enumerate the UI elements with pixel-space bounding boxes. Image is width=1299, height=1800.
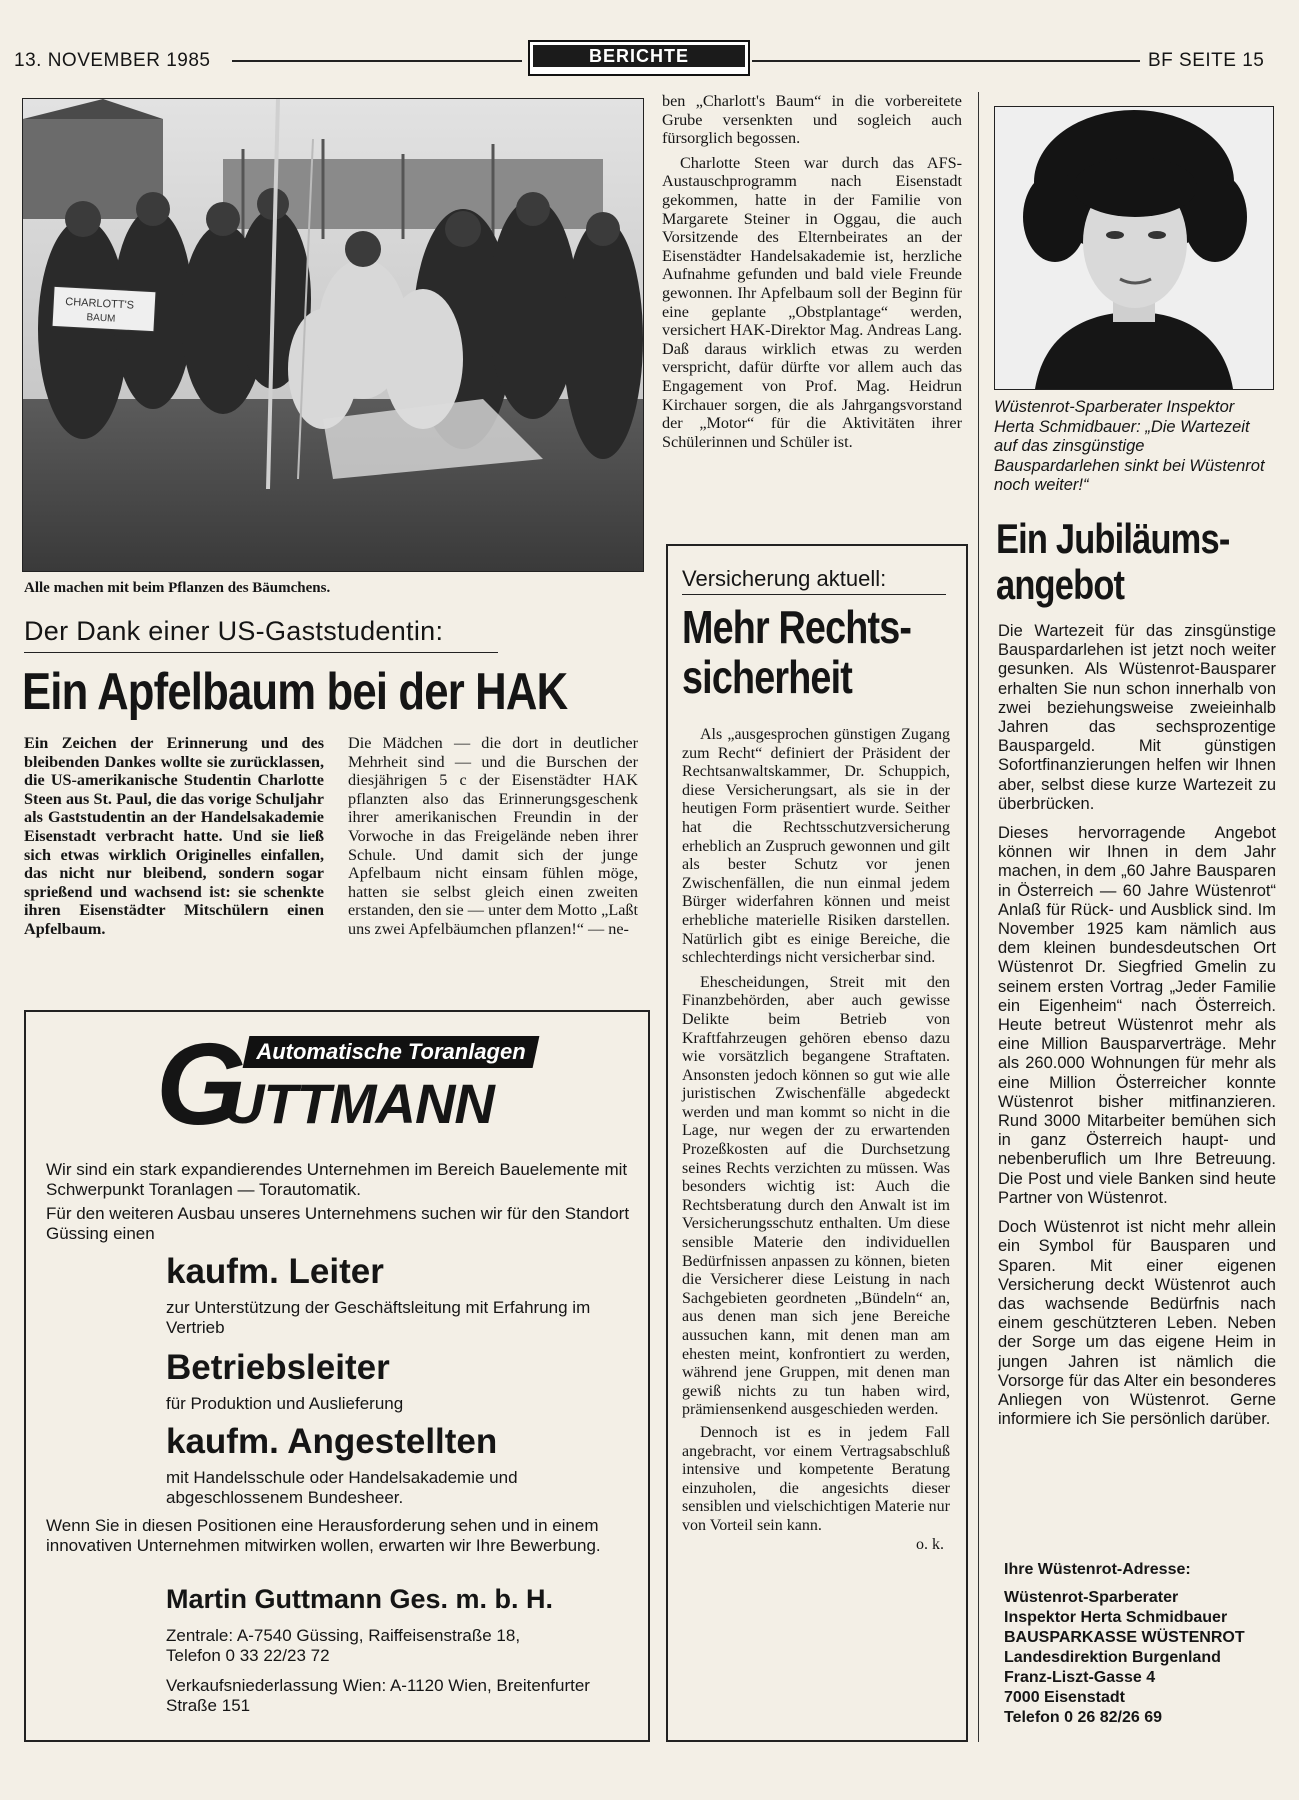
header-rule-right [752, 60, 1140, 62]
guttmann-logo-rest: UTTMANN [224, 1072, 494, 1135]
article1-kicker-rule [24, 652, 498, 653]
article3-p2: Dieses hervorragende Angebot können wir Ihnen in dem Jahr machen, in dem „60 Jahre Bausparen in Österreich — 60 Jahre Wüstenrot“ Anlaß für Rück- und Ausblick sind. Im November 1925 kam nämlich aus dem kleinen bundesdeutschen Ort Wüstenrot Dr. Siegfried Gmelin zu seinem ersten Vortrag „Jeder Familie ein Eigenheim“ nach Österreich. Heute betreut Wüstenrot mehr als eine Million Bausparverträge. Mehr als 260.000 Wohnungen für mehr als eine Million Österreicher konnte Wüstenrot bisher mitfinanzieren. Rund 3000 Mitarbeiter bemühen sich in ganz Österreich haupt- und nebenberuflich um Ihre Betreuung. Die Post und viele Banken sind heute Partner von Wüstenrot. [998, 824, 1276, 1207]
article2-p3: Dennoch ist es in jedem Fall angebracht, vor einem Vertragsabschluß intensive und kompetente Beratung einzuholen, die angesichts dieser sensiblen und vielschichtigen Materie nur von Vorteil sein kann. [682, 1423, 950, 1534]
ad-job2-title: Betriebsleiter [166, 1348, 390, 1387]
section-label [528, 40, 750, 76]
article2-signature: o. k. [916, 1535, 944, 1553]
address-line-city: 7000 Eisenstadt [1004, 1689, 1125, 1706]
column-divider [978, 92, 979, 1742]
article3-body [998, 622, 1276, 1439]
article2-kicker-rule [682, 594, 946, 595]
page-number: BF SEITE 15 [1148, 50, 1265, 71]
article1-col2-text: Die Mädchen — die dort in deutlicher Mehrheit sind — und die Burschen der diesjährigen 5 c der Eisenstädter HAK pflanzten also das Erinnerungsgeschenk ihrer amerikanischen Freundin in der Vorwoche in das Freigelände neben ihrer Schule. Und damit sich der junge Apfelbaum nicht einsam fühlen möge, hatten sie selbst gleich einen zweiten erstanden, den sie — unter dem Motto „Laßt uns zwei Apfelbäumchen pflanzen!“ — ne- [348, 734, 638, 938]
address-line-role: Wüstenrot-Sparberater [1004, 1589, 1179, 1606]
ad-address-vienna: Verkaufsniederlassung Wien: A-1120 Wien, Breitenfurter Straße 151 [166, 1676, 590, 1715]
ad-address-main: Zentrale: A-7540 Güssing, Raiffeisenstraße 18, [166, 1626, 521, 1645]
address-line-street: Franz-Liszt-Gasse 4 [1004, 1669, 1156, 1686]
article2-p1: Als „ausgesprochen günstigen Zugang zum Recht“ definiert der Präsident der Rechtsanwaltskammer, Dr. Schuppich, diese Versicherungsart, als sie in der heutigen Form präsentiert wurde. Seither hat die Rechtsschutzversicherung erheblich an Zuspruch gewonnen und gilt als bester Schutz vor jenen Zwischenfällen, die nun einmal jedem Bürger widerfahren können und meist erhebliche materielle Risiken darstellen. Natürlich gibt es einige Bereiche, die schlechterdings nicht versicherbar sind. [682, 726, 950, 967]
article2-headline-line2: sicherheit [682, 651, 852, 703]
section-label-text: BERICHTE [533, 45, 745, 67]
article3-headline-line1: Ein Jubiläums- [996, 515, 1230, 562]
wustenrot-address-block [1004, 1588, 1245, 1728]
guttmann-ad [24, 1010, 650, 1742]
photo-caption: Alle machen mit beim Pflanzen des Bäumchens. [24, 580, 331, 596]
guttmann-banner-text: Automatische Toranlagen [256, 1039, 526, 1064]
portrait-caption: Wüstenrot-Sparberater Inspektor Herta Schmidbauer: „Die Wartezeit auf das zinsgünstige Bauspardarlehen sinkt bei Wüstenrot noch weiter!“ [994, 398, 1265, 494]
ad-job1-desc: zur Unterstützung der Geschäftsleitung mit Erfahrung im Vertrieb [166, 1298, 591, 1337]
photo-sign-line1: CHARLOTT'S [64, 296, 135, 312]
photo-sign-line2: BAUM [86, 312, 116, 325]
article3-p1: Die Wartezeit für das zinsgünstige Bauspardarlehen ist jetzt noch weiter gesunken. Als Wüstenrot-Bausparer erhalten Sie nun schon innerhalb von zwei beziehungsweise zweieinhalb Jahren das sechsprozentige Bauspargeld. Mit günstigen Sofortfinanzierungen helfen wir Ihnen aber, selbst diese kurze Wartezeit zu überbrücken. [998, 622, 1276, 813]
ad-job2-desc: für Produktion und Auslieferung [166, 1394, 404, 1413]
article2-kicker: Versicherung aktuell: [682, 566, 887, 591]
article1-column3 [662, 92, 962, 457]
ad-search: Für den weiteren Ausbau unseres Unternehmens suchen wir für den Standort Güssing einen [46, 1204, 630, 1243]
article1-col3-p1: ben „Charlott's Baum“ in die vorbereitete Grube versenkten und sogleich auch fürsorglich begossen. [662, 92, 962, 148]
address-line-company: BAUSPARKASSE WÜSTENROT [1004, 1629, 1245, 1646]
ad-intro: Wir sind ein stark expandierendes Unternehmen im Bereich Bauelemente mit Schwerpunkt Toranlagen — Torautomatik. [46, 1160, 628, 1199]
ad-phone: Telefon 0 33 22/23 72 [166, 1646, 330, 1665]
guttmann-banner [243, 1036, 540, 1068]
article2-body [682, 726, 950, 1554]
article1-headline: Ein Apfelbaum bei der HAK [22, 663, 568, 721]
article1-lead: Ein Zeichen der Erinnerung und des bleibenden Dankes wollte sie zurücklassen, die US-amerikanische Studentin Charlotte Steen aus St. Paul, die das vorige Schuljahr als Gaststudentin an der Handelsakademie Eisenstadt verbracht hatte. Und sie ließ sich etwas wirklich Originelles einfallen, das nicht nur bleibend, sondern sogar sprießend und wachsend ist: sie schenkte ihren Eisenstädter Mitschülern einen Apfelbaum. [24, 734, 324, 938]
article2-headline-line1: Mehr Rechts- [682, 601, 912, 653]
ad-job1-title: kaufm. Leiter [166, 1252, 384, 1291]
tree-planting-photo-image [23, 99, 643, 571]
article1-kicker: Der Dank einer US-Gaststudentin: [24, 616, 444, 646]
article2-p2: Ehescheidungen, Streit mit den Finanzbehörden, aber auch gewisse Delikte beim Betrieb von Kraftfahrzeugen gehören ebenso dazu wie vorsätzlich begangene Straftaten. Ansonsten jedoch können so gut wie alle juristischen Zwischenfälle abgedeckt werden und man kommt so nicht in die Lage, nur wegen der zu erwartenden Prozeßkosten auf die Durchsetzung seines Rechts verzichten zu müssen. Was besonders wichtig ist: Auch die Rechtsberatung durch den Anwalt ist im Versicherungsschutz enthalten. Um diese sensible Materie den individuellen Bedürfnissen anpassen zu können, bieten die Versicherer diese Leistung in nach Sachgebieten geordneten „Bündeln“ an, aus denen man sich jene Bereiche aussuchen kann, mit denen man am ehesten meint, konfrontiert zu werden, während jene Gruppen, mit denen man gewiß nichts zu tun haben wird, prämiensenkend ausgeschieden werden. [682, 973, 950, 1419]
ad-company: Martin Guttmann Ges. m. b. H. [166, 1584, 554, 1614]
ad-job3-desc: mit Handelsschule oder Handelsakademie und abgeschlossenem Bundesheer. [166, 1468, 518, 1507]
header-rule-left [232, 60, 522, 62]
portrait-photo-image [995, 107, 1273, 389]
wustenrot-address-heading: Ihre Wüstenrot-Adresse: [1004, 1561, 1191, 1578]
ad-job3-title: kaufm. Angestellten [166, 1422, 498, 1461]
article1-col3-p2: Charlotte Steen war durch das AFS-Austauschprogramm nach Eisenstadt gekommen, hatte in der Familie von Margarete Steiner in Oggau, die auch Vorsitzende des Elternbeirates an der Eisenstädter Handelsakademie ist, herzliche Aufnahme gefunden und bald viele Freunde gewonnen. Ihr Apfelbaum soll der Beginn für eine geplante „Obstplantage“ werden, versichert HAK-Direktor Mag. Andreas Lang. Daß daraus wirklich etwas zu werden verspricht, dafür dürfte vor allem auch das Engagement von Prof. Mag. Heidrun Kirchauer sorgen, die als Jahrgangsvorstand der „Motor“ für die Aktivitäten ihrer Schülerinnen und Schüler ist. [662, 153, 962, 451]
ad-closing: Wenn Sie in diesen Positionen eine Herausforderung sehen und in einem innovativen Unternehmen mitwirken wollen, erwarten wir Ihre Bewerbung. [46, 1516, 601, 1555]
portrait-photo [994, 106, 1274, 390]
guttmann-logo-g: G [156, 1019, 247, 1149]
article3-p3: Doch Wüstenrot ist nicht mehr allein ein Symbol für Bausparen und Sparen. Mit einer eigenen Versicherung deckt Wüstenrot auch das wachsende Bedürfnis nach einem geschützteren Leben. Neben der Sorge um das eigene Heim in jungen Jahren ist nämlich die Vorsorge für das Alter ein besonderes Anliegen von Wüstenrot. Gerne informiere ich Sie persönlich darüber. [998, 1218, 1276, 1429]
insurance-article-box [666, 544, 968, 1742]
article1-column2 [348, 734, 638, 945]
article1-column1 [24, 734, 324, 945]
address-line-phone: Telefon 0 26 82/26 69 [1004, 1709, 1163, 1726]
tree-planting-photo [22, 98, 644, 572]
article3-headline-line2: angebot [996, 561, 1125, 608]
issue-date: 13. NOVEMBER 1985 [14, 50, 211, 71]
address-line-office: Landesdirektion Burgenland [1004, 1649, 1221, 1666]
address-line-name: Inspektor Herta Schmidbauer [1004, 1609, 1228, 1626]
